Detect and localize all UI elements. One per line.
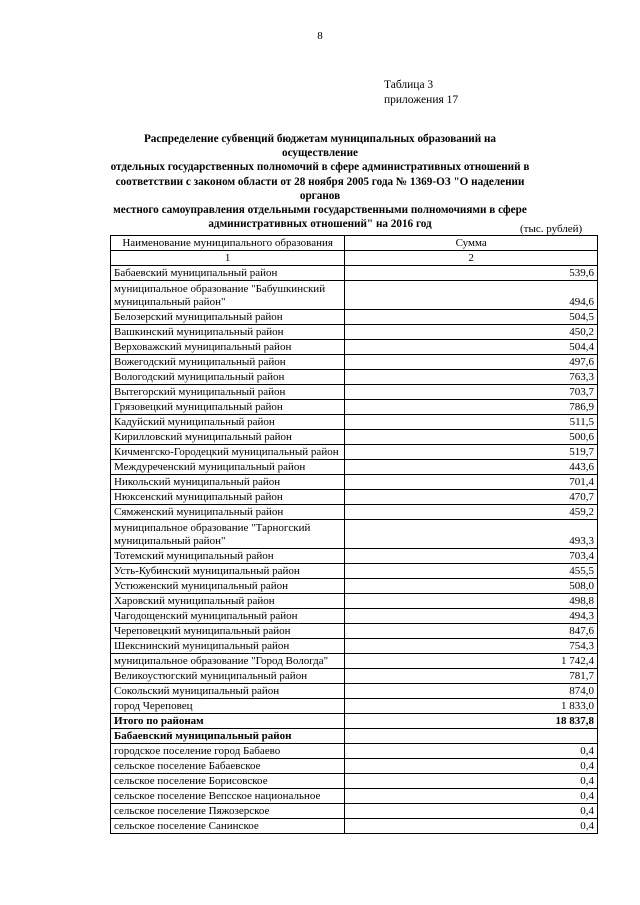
header-row: [111, 236, 598, 251]
row-sum: 701,4: [345, 475, 598, 490]
row-name: Грязовецкий муниципальный район: [111, 400, 345, 415]
table-ref-line2: приложения 17: [384, 94, 459, 106]
row-sum: 508,0: [345, 579, 598, 594]
table-row: [111, 804, 598, 819]
table-row: [111, 744, 598, 759]
table-reference: [384, 78, 458, 108]
document-title: [110, 132, 530, 231]
row-sum: 0,4: [345, 774, 598, 789]
table-row: [111, 609, 598, 624]
row-name: Вытегорский муниципальный район: [111, 385, 345, 400]
row-sum: 519,7: [345, 445, 598, 460]
row-name: Чагодощенский муниципальный район: [111, 609, 345, 624]
row-sum: 847,6: [345, 624, 598, 639]
row-sum: 504,4: [345, 340, 598, 355]
table-row: [111, 520, 598, 549]
table-row: [111, 460, 598, 475]
row-name: Великоустюгский муниципальный район: [111, 669, 345, 684]
row-sum: 539,6: [345, 266, 598, 281]
row-sum: 1 833,0: [345, 699, 598, 714]
row-name: муниципальное образование "Тарногский муниципальный район": [111, 520, 345, 549]
table-row: [111, 759, 598, 774]
row-sum: 494,6: [345, 281, 598, 310]
row-sum: 786,9: [345, 400, 598, 415]
table-row: [111, 340, 598, 355]
column-number-row: [111, 251, 598, 266]
row-name: Кирилловский муниципальный район: [111, 430, 345, 445]
row-name: Никольский муниципальный район: [111, 475, 345, 490]
row-sum: [345, 729, 598, 744]
row-name: сельское поселение Санинское: [111, 819, 345, 834]
row-sum: 455,5: [345, 564, 598, 579]
row-name: Устюженский муниципальный район: [111, 579, 345, 594]
table-row: [111, 400, 598, 415]
row-sum: 763,3: [345, 370, 598, 385]
row-name: Харовский муниципальный район: [111, 594, 345, 609]
table-row: [111, 654, 598, 669]
row-name: Итого по районам: [111, 714, 345, 729]
row-sum: 18 837,8: [345, 714, 598, 729]
row-name: сельское поселение Вепсское национальное: [111, 789, 345, 804]
row-name: Вожегодский муниципальный район: [111, 355, 345, 370]
table-row: [111, 729, 598, 744]
table-row: [111, 789, 598, 804]
table-row: [111, 549, 598, 564]
row-name: Усть-Кубинский муниципальный район: [111, 564, 345, 579]
row-name: Сокольский муниципальный район: [111, 684, 345, 699]
table-row: [111, 594, 598, 609]
row-sum: 498,8: [345, 594, 598, 609]
row-sum: 504,5: [345, 310, 598, 325]
table-row: [111, 475, 598, 490]
row-sum: 511,5: [345, 415, 598, 430]
title-line: соответствии с законом области от 28 ноября 2005 года № 1369-ОЗ "О наделении органов: [115, 175, 525, 202]
row-sum: 494,3: [345, 609, 598, 624]
row-name: Бабаевский муниципальный район: [111, 729, 345, 744]
title-line: отдельных государственных полномочий в сфере административных отношений в: [110, 161, 530, 174]
table-row: [111, 639, 598, 654]
row-sum: 500,6: [345, 430, 598, 445]
table-row: [111, 564, 598, 579]
column-number-2: 2: [345, 251, 598, 266]
row-name: Сямженский муниципальный район: [111, 505, 345, 520]
row-name: муниципальное образование "Бабушкинский муниципальный район": [111, 281, 345, 310]
table-row: [111, 490, 598, 505]
row-sum: 459,2: [345, 505, 598, 520]
column-header-sum: Сумма: [345, 236, 598, 251]
row-sum: 0,4: [345, 744, 598, 759]
title-line: местного самоуправления отдельными государственными полномочиями в сфере: [113, 204, 527, 217]
table-row: [111, 355, 598, 370]
table-row: [111, 310, 598, 325]
row-sum: 0,4: [345, 759, 598, 774]
subsidy-table: [110, 235, 598, 834]
row-name: городское поселение город Бабаево: [111, 744, 345, 759]
title-line: Распределение субвенций бюджетам муниципальных образований на осуществление: [143, 133, 497, 160]
table-row: [111, 714, 598, 729]
table-row: [111, 325, 598, 340]
column-number-1: 1: [111, 251, 345, 266]
row-name: Вашкинский муниципальный район: [111, 325, 345, 340]
row-name: Шекснинский муниципальный район: [111, 639, 345, 654]
table-row: [111, 505, 598, 520]
row-name: Нюксенский муниципальный район: [111, 490, 345, 505]
table-row: [111, 669, 598, 684]
row-sum: 1 742,4: [345, 654, 598, 669]
table-row: [111, 415, 598, 430]
row-name: сельское поселение Пяжозерское: [111, 804, 345, 819]
row-name: Череповецкий муниципальный район: [111, 624, 345, 639]
row-name: муниципальное образование "Город Вологда": [111, 654, 345, 669]
row-sum: 0,4: [345, 789, 598, 804]
table-row: [111, 281, 598, 310]
table-row: [111, 684, 598, 699]
table-row: [111, 624, 598, 639]
table-row: [111, 430, 598, 445]
table-row: [111, 266, 598, 281]
row-name: город Череповец: [111, 699, 345, 714]
page-number: 8: [317, 30, 323, 42]
row-name: Верховажский муниципальный район: [111, 340, 345, 355]
table-row: [111, 385, 598, 400]
table-row: [111, 699, 598, 714]
table-row: [111, 445, 598, 460]
row-name: сельское поселение Борисовское: [111, 774, 345, 789]
row-sum: 703,7: [345, 385, 598, 400]
row-sum: 0,4: [345, 804, 598, 819]
row-sum: 497,6: [345, 355, 598, 370]
table-row: [111, 579, 598, 594]
table-row: [111, 370, 598, 385]
row-name: Бабаевский муниципальный район: [111, 266, 345, 281]
row-sum: 470,7: [345, 490, 598, 505]
row-sum: 443,6: [345, 460, 598, 475]
row-sum: 450,2: [345, 325, 598, 340]
row-sum: 874,0: [345, 684, 598, 699]
row-sum: 0,4: [345, 819, 598, 834]
row-name: Междуреченский муниципальный район: [111, 460, 345, 475]
row-name: Вологодский муниципальный район: [111, 370, 345, 385]
table-row: [111, 774, 598, 789]
row-sum: 781,7: [345, 669, 598, 684]
table-row: [111, 819, 598, 834]
table-ref-line1: Таблица 3: [384, 79, 434, 91]
row-name: Тотемский муниципальный район: [111, 549, 345, 564]
row-sum: 493,3: [345, 520, 598, 549]
column-header-name: Наименование муниципального образования: [111, 236, 345, 251]
row-sum: 703,4: [345, 549, 598, 564]
units-label: (тыс. рублей): [520, 223, 583, 235]
title-line: административных отношений" на 2016 год: [208, 218, 432, 231]
row-name: сельское поселение Бабаевское: [111, 759, 345, 774]
row-name: Белозерский муниципальный район: [111, 310, 345, 325]
row-sum: 754,3: [345, 639, 598, 654]
row-name: Кичменгско-Городецкий муниципальный район: [111, 445, 345, 460]
row-name: Кадуйский муниципальный район: [111, 415, 345, 430]
